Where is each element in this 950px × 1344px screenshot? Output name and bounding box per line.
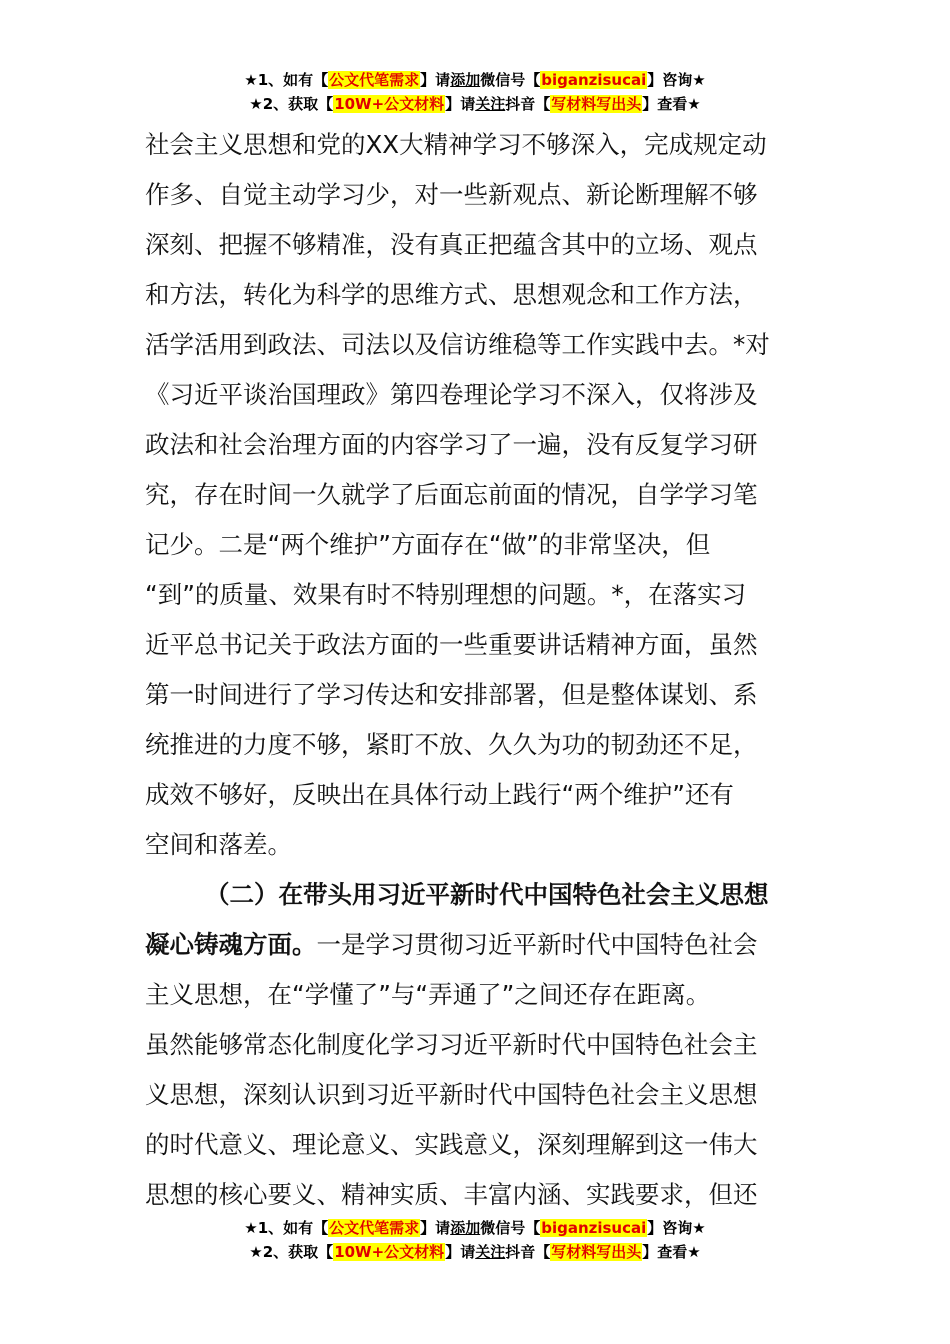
body-line: 统推进的力度不够，紧盯不放、久久为功的韧劲还不足， <box>145 730 758 759</box>
banner-text: ★2、获取【 <box>249 1243 334 1261</box>
body-line: 记少。二是“两个维护”方面存在“做”的非常坚决，但 <box>145 530 711 559</box>
banner-text: 微信号【 <box>480 71 541 89</box>
body-line: 《习近平谈治国理政》第四卷理论学习不深入，仅将涉及 <box>145 380 758 409</box>
banner-text: ★2、获取【 <box>249 95 334 113</box>
banner-text: ★1、如有【 <box>244 1219 329 1237</box>
banner-highlight: biganzisucai <box>541 71 647 89</box>
banner-text: 】查看★ <box>642 95 701 113</box>
banner-text: 】请 <box>420 71 451 89</box>
body-line: 和方法，转化为科学的思维方式、思想观念和工作方法， <box>145 280 758 309</box>
body-line: 作多、自觉主动学习少，对一些新观点、新论断理解不够 <box>145 180 758 209</box>
banner-text: 】请 <box>445 95 476 113</box>
banner-highlight: 写材料写出头 <box>551 1243 642 1261</box>
banner-underline: 关注 <box>475 95 506 113</box>
banner-text: 】请 <box>445 1243 476 1261</box>
body-line: 虽然能够常态化制度化学习习近平新时代中国特色社会主 <box>145 1030 758 1059</box>
section-heading: （二）在带头用习近平新时代中国特色社会主义思想 <box>205 880 769 909</box>
banner-text: 】请 <box>420 1219 451 1237</box>
body-line: 思想的核心要义、精神实质、丰富内涵、实践要求，但还 <box>145 1180 758 1209</box>
banner-highlight: biganzisucai <box>541 1219 647 1237</box>
banner-text: 】咨询★ <box>647 1219 706 1237</box>
banner-line-2 <box>0 92 950 116</box>
body-line: 成效不够好，反映出在具体行动上践行“两个维护”还有 <box>145 780 734 809</box>
banner-text: 】咨询★ <box>647 71 706 89</box>
body-line: 社会主义思想和党的XX大精神学习不够深入，完成规定动 <box>145 130 767 159</box>
section-text: 一是学习贯彻习近平新时代中国特色社会 <box>316 930 758 959</box>
body-line: 深刻、把握不够精准，没有真正把蕴含其中的立场、观点 <box>145 230 758 259</box>
banner-text: 微信号【 <box>480 1219 541 1237</box>
body-line: 活学活用到政法、司法以及信访维稳等工作实践中去。*对 <box>145 330 770 359</box>
body-line: 的时代意义、理论意义、实践意义，深刻理解到这一伟大 <box>145 1130 758 1159</box>
banner-text: 抖音【 <box>505 95 551 113</box>
body-line: 空间和落差。 <box>145 830 292 859</box>
bottom-banner <box>0 1216 950 1264</box>
body-line: 近平总书记关于政法方面的一些重要讲话精神方面，虽然 <box>145 630 758 659</box>
section-heading-bold: 凝心铸魂方面。 <box>145 930 317 959</box>
body-line: 义思想，深刻认识到习近平新时代中国特色社会主义思想 <box>145 1080 758 1109</box>
top-banner <box>0 68 950 116</box>
section-heading-continued <box>145 920 810 970</box>
banner-line-1 <box>0 68 950 92</box>
body-line: 究，存在时间一久就学了后面忘前面的情况，自学学习笔 <box>145 480 758 509</box>
banner-text: 】查看★ <box>642 1243 701 1261</box>
banner-highlight: 公文代笔需求 <box>329 1219 420 1237</box>
body-line: 政法和社会治理方面的内容学习了一遍，没有反复学习研 <box>145 430 758 459</box>
banner-line-1 <box>0 1216 950 1240</box>
banner-highlight: 写材料写出头 <box>551 95 642 113</box>
document-body <box>145 120 810 1220</box>
banner-line-2 <box>0 1240 950 1264</box>
body-line: 主义思想，在“学懂了”与“弄通了”之间还存在距离。 <box>145 980 711 1009</box>
banner-underline: 关注 <box>475 1243 506 1261</box>
banner-underline: 添加 <box>450 1219 481 1237</box>
banner-text: 抖音【 <box>505 1243 551 1261</box>
body-line: 第一时间进行了学习传达和安排部署，但是整体谋划、系 <box>145 680 758 709</box>
banner-underline: 添加 <box>450 71 481 89</box>
banner-highlight: 10W+公文材料 <box>334 1243 445 1261</box>
body-line: “到”的质量、效果有时不特别理想的问题。*，在落实习 <box>145 580 747 609</box>
banner-highlight: 10W+公文材料 <box>334 95 445 113</box>
banner-text: ★1、如有【 <box>244 71 329 89</box>
banner-highlight: 公文代笔需求 <box>329 71 420 89</box>
